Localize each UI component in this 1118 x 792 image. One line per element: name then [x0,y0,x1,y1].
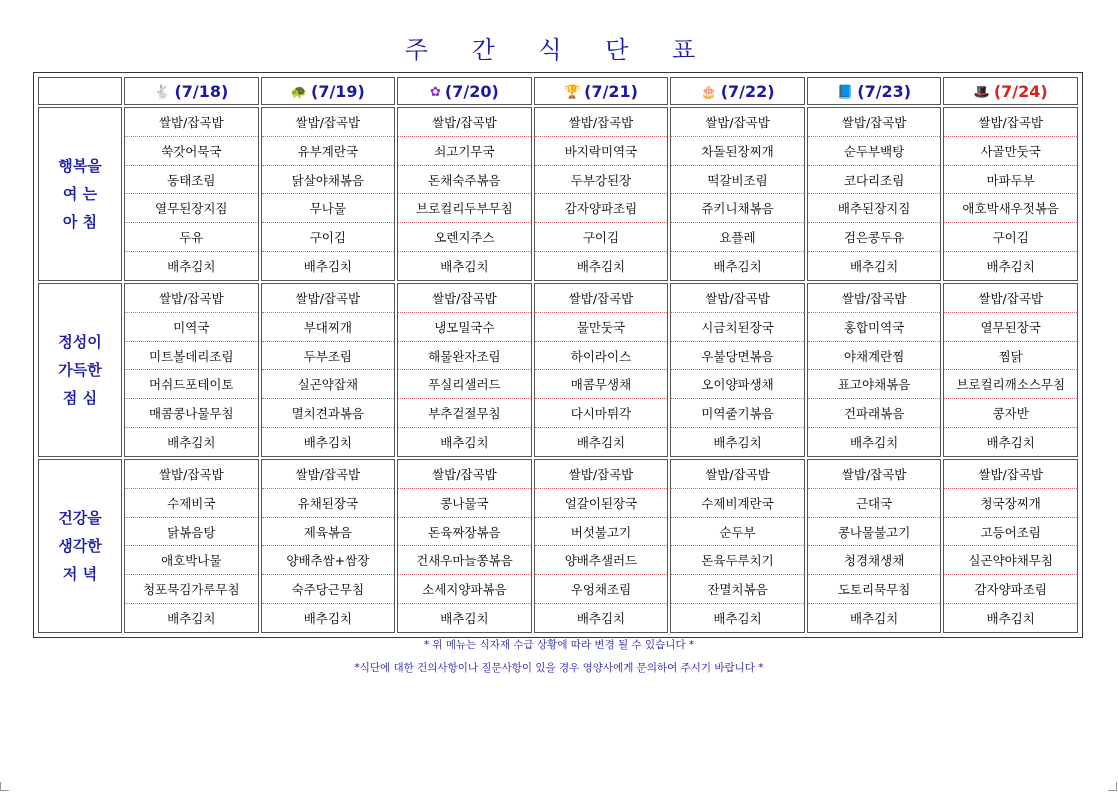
menu-item: 푸실리샐러드 [398,370,531,399]
menu-item-list [944,460,1077,632]
menu-cell [670,107,805,281]
menu-item: 쌀밥/잡곡밥 [671,108,804,137]
menu-item: 배추김치 [576,611,626,627]
menu-item: 도토리묵무침 [808,575,941,604]
menu-item: 두부조림 [262,342,395,371]
menu-cell [124,459,259,633]
menu-item: 우엉채조림 [535,575,668,604]
menu-cell [397,459,532,633]
menu-item: 배추김치 [986,259,1035,275]
menu-item: 애호박나물 [125,546,258,575]
menu-item: 쌀밥/잡곡밥 [671,460,804,489]
menu-item: 배추김치 [713,259,762,275]
menu-item: 배추김치 [849,435,899,451]
menu-cell [943,107,1078,281]
menu-item: 쌀밥/잡곡밥 [262,460,395,489]
cup-icon: 🏆 [563,84,581,100]
menu-item: 시금치된장국 [671,313,804,342]
menu-item: 브로컬리두부무침 [398,194,531,223]
menu-item: 쌀밥/잡곡밥 [535,460,668,489]
menu-item: 표고야채볶음 [808,370,941,399]
meal-label-line: 여 는 [62,185,98,203]
menu-item: 야채계란찜 [808,342,941,371]
menu-item-list [535,284,668,456]
menu-item-list [125,284,258,456]
menu-item: 실곤약잡채 [262,370,395,399]
menu-item: 배추김치 [576,259,626,275]
menu-item: 열무된장지짐 [125,194,258,223]
menu-item: 순두부 [671,518,804,547]
menu-item: 우불당면볶음 [671,342,804,371]
day-label: (7/21) [584,81,638,101]
menu-item: 냉모밀국수 [398,313,531,342]
menu-cell [124,283,259,457]
day-header-row [38,77,1078,105]
menu-item: 쌀밥/잡곡밥 [125,284,258,313]
menu-item: 수제비계란국 [671,489,804,518]
weekly-menu-frame [33,72,1083,638]
menu-item: 배추김치 [986,435,1035,451]
meal-row [38,459,1078,633]
menu-item: 쌀밥/잡곡밥 [944,284,1077,313]
day-header-1 [261,77,396,105]
menu-item: 얼갈이된장국 [535,489,668,518]
menu-item-list [262,460,395,632]
menu-item: 배추김치 [849,611,899,627]
menu-item: 배추김치 [303,611,352,627]
menu-item: 건파래볶음 [808,399,941,428]
menu-cell [397,283,532,457]
day-header-6 [943,77,1078,105]
menu-item: 유채된장국 [262,489,395,518]
menu-body [38,107,1078,633]
menu-cell [534,107,669,281]
menu-item-list [535,460,668,632]
meal-label-line: 아 침 [62,213,98,231]
menu-item: 쌀밥/잡곡밥 [398,284,531,313]
day-header-4 [670,77,805,105]
menu-item: 해물완자조림 [398,342,531,371]
menu-item: 쑥갓어묵국 [125,137,258,166]
menu-item: 청국장찌개 [944,489,1077,518]
menu-item: 돈육두루치기 [671,546,804,575]
menu-item: 다시마튀각 [535,399,668,428]
menu-item: 쌀밥/잡곡밥 [535,284,668,313]
menu-item-list [808,108,941,280]
day-label: (7/22) [720,81,775,101]
menu-item: 매콤콩나물무침 [125,399,258,428]
menu-item: 건새우마늘쫑볶음 [398,546,531,575]
menu-item: 쌀밥/잡곡밥 [535,108,668,137]
menu-item: 멸치견과볶음 [262,399,395,428]
menu-item: 구이김 [262,223,395,252]
menu-item: 미트볼데리조림 [125,342,258,371]
menu-item: 동태조림 [125,166,258,195]
menu-item: 마파두부 [944,166,1077,195]
menu-cell [261,459,396,633]
menu-item: 순두부백탕 [808,137,941,166]
menu-item-list [944,284,1077,456]
menu-cell [807,107,942,281]
menu-item: 떡갈비조림 [671,166,804,195]
menu-item: 쌀밥/잡곡밥 [808,108,941,137]
menu-item: 미역국 [125,313,258,342]
menu-item: 배추김치 [986,611,1035,627]
weekly-menu-table [36,75,1080,635]
menu-item: 수제비국 [125,489,258,518]
menu-item: 돈채숙주볶음 [398,166,531,195]
menu-item: 쌀밥/잡곡밥 [262,284,395,313]
meal-label [38,107,122,281]
page-corner-mark-br [1108,782,1117,791]
menu-item: 쌀밥/잡곡밥 [125,460,258,489]
meal-row [38,283,1078,457]
menu-cell [397,107,532,281]
menu-item: 실곤약야채무침 [944,546,1077,575]
menu-item: 닭볶음탕 [125,518,258,547]
menu-item: 청포묵김가루무침 [125,575,258,604]
menu-item: 유부계란국 [262,137,395,166]
menu-item: 콩나물불고기 [808,518,941,547]
menu-cell [670,459,805,633]
menu-item-list [398,108,531,280]
day-header-0 [124,77,259,105]
menu-item: 배추김치 [167,259,216,275]
menu-cell [670,283,805,457]
day-label: (7/24) [993,81,1048,101]
menu-item: 머쉬드포테이토 [125,370,258,399]
meal-row [38,107,1078,281]
menu-item: 잔멸치볶음 [671,575,804,604]
meal-label-line: 정성이 [58,333,102,351]
page-corner-mark-bl [0,782,9,791]
menu-item-list [125,108,258,280]
menu-item: 배추김치 [440,611,489,627]
menu-item: 애호박새우젓볶음 [944,194,1077,223]
menu-item: 감자양파조림 [944,575,1077,604]
day-label: (7/18) [174,81,229,101]
menu-item: 배추김치 [167,435,216,451]
menu-item: 하이라이스 [535,342,668,371]
menu-cell [807,283,942,457]
menu-item: 소세지양파볶음 [398,575,531,604]
menu-item: 물만둣국 [535,313,668,342]
day-header-2 [397,77,532,105]
menu-item: 청경채생채 [808,546,941,575]
menu-item: 열무된장국 [944,313,1077,342]
meal-label-line: 생각한 [58,537,102,555]
hat-icon: 🎩 [973,84,990,100]
menu-item: 요플레 [671,223,804,252]
menu-cell [943,459,1078,633]
menu-item: 쌀밥/잡곡밥 [808,284,941,313]
menu-item-list [671,108,804,280]
menu-item: 사골만둣국 [944,137,1077,166]
menu-item: 배추된장지짐 [808,194,941,223]
menu-item: 쌀밥/잡곡밥 [671,284,804,313]
menu-item: 배추김치 [713,611,762,627]
menu-item: 근대국 [808,489,941,518]
day-label: (7/23) [857,81,912,101]
menu-item: 고등어조림 [944,518,1077,547]
menu-cell [943,283,1078,457]
menu-item: 쌀밥/잡곡밥 [808,460,941,489]
menu-item-list [808,284,941,456]
menu-item: 바지락미역국 [535,137,668,166]
menu-item: 배추김치 [440,259,489,275]
menu-item: 쌀밥/잡곡밥 [262,108,395,137]
menu-item: 코다리조림 [808,166,941,195]
rabbit-icon: 🐇 [154,84,171,100]
menu-item: 부추겉절무침 [398,399,531,428]
menu-item: 무나물 [262,194,395,223]
menu-item-list [125,460,258,632]
menu-item: 찜닭 [944,342,1077,371]
menu-item-list [535,108,668,280]
menu-item: 두부강된장 [535,166,668,195]
menu-item: 쌀밥/잡곡밥 [944,460,1077,489]
meal-label-line: 가득한 [58,361,102,379]
flower-icon: ✿ [430,84,441,100]
menu-cell [124,107,259,281]
menu-item: 쥬키니채볶음 [671,194,804,223]
meal-label [38,283,122,457]
turtle-icon: 🐢 [290,84,307,100]
menu-item: 제육볶음 [262,518,395,547]
menu-item: 구이김 [535,223,668,252]
menu-item: 검은콩두유 [808,223,941,252]
menu-item: 두유 [125,223,258,252]
page-title: 주 간 식 단 표 [404,36,714,64]
menu-item-list [398,460,531,632]
menu-cell [261,107,396,281]
menu-item: 쌀밥/잡곡밥 [125,108,258,137]
menu-item: 쌀밥/잡곡밥 [398,460,531,489]
menu-item: 돈육짜장볶음 [398,518,531,547]
menu-item: 배추김치 [167,611,216,627]
menu-item: 브로컬리깨소스무침 [944,370,1077,399]
menu-item: 쌀밥/잡곡밥 [944,108,1077,137]
menu-item-list [671,460,804,632]
menu-cell [807,459,942,633]
menu-item: 부대찌개 [262,313,395,342]
menu-item: 양배추쌈+쌈장 [262,546,395,575]
menu-item: 홍합미역국 [808,313,941,342]
notice-change: * 위 메뉴는 식자재 수급 상황에 따라 변경 될 수 있습니다 * [423,639,695,651]
menu-item-list [944,108,1077,280]
menu-cell [534,283,669,457]
menu-item: 배추김치 [440,435,489,451]
menu-item-list [398,284,531,456]
menu-item: 감자양파조림 [535,194,668,223]
menu-item: 배추김치 [713,435,762,451]
menu-item: 쌀밥/잡곡밥 [398,108,531,137]
menu-item: 닭살야채볶음 [262,166,395,195]
menu-item: 미역줄기볶음 [671,399,804,428]
menu-item: 쇠고기무국 [398,137,531,166]
menu-item: 배추김치 [303,435,352,451]
menu-item: 차돌된장찌개 [671,137,804,166]
menu-item: 매콤무생채 [535,370,668,399]
day-label: (7/19) [311,81,365,101]
meal-label-line: 행복을 [58,157,102,175]
menu-cell [261,283,396,457]
menu-item: 오이양파생채 [671,370,804,399]
menu-item: 구이김 [944,223,1077,252]
menu-item: 숙주당근무침 [262,575,395,604]
meal-label [38,459,122,633]
menu-item-list [671,284,804,456]
meal-label-line: 점 심 [62,389,98,407]
meal-label-line: 건강을 [58,509,102,527]
menu-item: 콩나물국 [398,489,531,518]
meal-label-line: 저 녁 [62,565,98,583]
day-label: (7/20) [444,81,499,101]
menu-item: 오렌지주스 [398,223,531,252]
cake-icon: 🎂 [700,84,717,100]
menu-item: 콩자반 [944,399,1077,428]
menu-cell [534,459,669,633]
book-icon: 📘 [837,84,854,100]
menu-item: 버섯불고기 [535,518,668,547]
menu-item: 양배추샐러드 [535,546,668,575]
notice-contact: *식단에 대한 건의사항이나 질문사항이 있을 경우 영양사에게 문의하여 주시기 바랍니다 * [354,662,764,674]
menu-item-list [262,284,395,456]
day-header-5 [807,77,942,105]
corner-cell [38,77,122,105]
menu-item: 배추김치 [576,435,626,451]
day-header-3 [534,77,669,105]
menu-item-list [262,108,395,280]
menu-item: 배추김치 [849,259,899,275]
menu-item-list [808,460,941,632]
menu-item: 배추김치 [303,259,352,275]
